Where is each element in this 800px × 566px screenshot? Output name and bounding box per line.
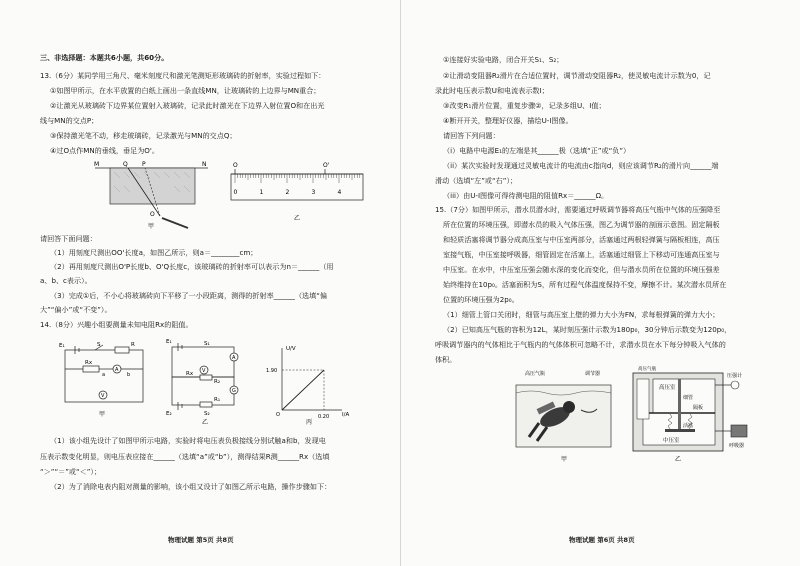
q13-step2a: ②让激光从玻璃砖下边界某位置射入玻璃砖，记录此时激光在下边界入射位置O和在出光 xyxy=(50,101,325,110)
ruler-ticks xyxy=(235,174,360,183)
graph-x-mark: 0.20 xyxy=(318,414,330,420)
pressure-gauge xyxy=(731,381,739,389)
circuit-label-s: S xyxy=(97,342,101,348)
q14-prompt: 请回答下列问题： xyxy=(443,131,500,140)
thin-tube xyxy=(678,379,681,431)
q14-step1: ①连接好实验电路，闭合开关S₁、S₂； xyxy=(443,55,564,64)
ruler-numbers xyxy=(234,189,342,196)
q15-intro-6: 位置的环境压强为2p₀。 xyxy=(443,295,519,304)
reg-label-piston: 活塞 xyxy=(683,423,694,429)
diver-label-tank: 高压气瓶 xyxy=(525,371,546,377)
q13-sub3b: 大”“偏小”或“不变”）。 xyxy=(40,305,112,314)
q14-i: （i）电路中电源E₁的左端是其______极（选填“正”或“负”） xyxy=(443,146,631,155)
q15-intro-1: 所在位置的环境压强，即潜水员的吸入气体压强，图乙为调节器的剖面示意图。固定隔板 xyxy=(443,220,720,229)
right-footer: 物理试题 第6页 共8页 xyxy=(569,536,635,544)
circuit-yi-v: V xyxy=(202,368,206,374)
circuit-label-e1: E₁ xyxy=(59,343,65,349)
q15-sub2-0: （2）已知高压气瓶的容积为12L，某时刻压强计示数为180p₀，30分钟后示数变为120p₀， xyxy=(443,325,732,334)
q14-sub2: （2）为了消除电表内阻对测量的影响，该小组又设计了如图乙所示电路，操作步骤如下： xyxy=(50,482,332,491)
laser-pen xyxy=(162,218,188,228)
label-q: Q xyxy=(123,161,128,168)
q15-figure-jia xyxy=(511,365,621,465)
circuit-yi-e2: E₂ xyxy=(166,411,172,417)
q13-step4: ④过O点作MN的垂线，垂足为O'。 xyxy=(50,146,159,155)
q14-iii: （iii）由U-I图像可得待测电阻的阻值Rx＝______Ω。 xyxy=(443,191,609,200)
graph-origin: O xyxy=(276,412,280,418)
right-page xyxy=(400,0,800,566)
q15-intro-0: 15.（7分）如图甲所示，潜水员潜水时，需要通过呼吸调节器将高压气瓶中气体的压强降至 xyxy=(435,205,721,214)
q13-sub1: （1）用刻度尺测出OO'长度a，如图乙所示，则a＝________cm； xyxy=(50,248,258,257)
q13-step1: ①如图甲所示，在水平放置的白纸上画出一条直线MN，让玻璃砖的上边界与MN重合； xyxy=(50,86,321,95)
left-footer: 物理试题 第5页 共8页 xyxy=(168,536,234,544)
ruler-number: 3 xyxy=(311,189,316,196)
circuit-label-rx: Rx xyxy=(85,360,93,366)
circuit-yi-e1: E₁ xyxy=(166,339,172,345)
q15-sub2-1: 呼吸调节器内的气体相比于气瓶内的气体体积可忽略不计，求潜水员在水下每分钟吸入气体的 xyxy=(435,340,726,349)
ruler-label-o: O xyxy=(233,162,238,169)
diver-head xyxy=(563,401,575,413)
q15-intro-4: 中压室。在水中，中压室压强会随水深的变化而变化，但与潜水员所在位置的环境压强差 xyxy=(443,265,720,274)
piston xyxy=(665,429,695,432)
gas-tank-inset xyxy=(637,379,649,419)
ruler-number: 0 xyxy=(233,189,238,196)
circuit-label-a: a xyxy=(102,372,106,378)
q13-figure-jia xyxy=(90,158,230,230)
q14-step4: ④断开开关，整理好仪器，描绘U-I图像。 xyxy=(443,116,573,125)
q13-figure-yi xyxy=(228,160,378,232)
q15-caption-yi: 乙 xyxy=(675,456,682,463)
reg-label-hp: 高压室 xyxy=(659,385,676,391)
q14-step2b: 录此时电压表示数U和电流表示数I； xyxy=(435,86,549,95)
q15-figure-yi xyxy=(623,365,763,465)
q15-intro-2: 和轻质活塞将调节器分成高压室与中压室两部分，活塞通过两根轻弹簧与隔板相连，高压 xyxy=(443,235,720,244)
reg-label-mp: 中压室 xyxy=(663,438,680,444)
ruler-number: 1 xyxy=(259,189,264,196)
circuit-yi-s1: S₁ xyxy=(204,341,210,347)
circuit-yi-r2: R₂ xyxy=(214,379,221,385)
circuit-caption-jia: 甲 xyxy=(99,411,106,418)
circuit-yi-rx: Rx xyxy=(186,371,194,377)
ruler-label-oprime: O' xyxy=(323,162,330,169)
diver-label-regulator: 调节器 xyxy=(585,371,601,377)
q13-sub2a: （2）再用刻度尺测出O'P长度b、O'Q长度c，该玻璃砖的折射率可以表示为n＝______（用 xyxy=(50,262,334,271)
q14-step3: ③改变R₁滑片位置，重复步骤②，记录多组U、I值； xyxy=(443,101,606,110)
graph-ui-line xyxy=(282,370,324,410)
section-title: 三、非选择题：本题共6小题，共60分。 xyxy=(40,53,169,62)
circuit-caption-yi: 乙 xyxy=(202,419,209,425)
ruler-number: 2 xyxy=(285,189,290,196)
q15-intro-5: 始终维持在10p₀。活塞面积为S，所有过程气体温度保持不变，摩擦不计。某次潜水员所在 xyxy=(443,280,727,289)
q15-sub2-2: 体积。 xyxy=(435,355,457,364)
q14-sub1c: “＞”“＝”或“＜”）； xyxy=(40,467,102,476)
caption-jia: 甲 xyxy=(148,223,155,230)
label-o: O xyxy=(150,211,155,218)
graph-y-mark: 1.90 xyxy=(266,368,278,374)
q14-sub1b: 压表示数变化明显，则电压表应接在______（选填“a”或“b”），测得结果R测______Rx（选填 xyxy=(40,452,330,461)
circuit-label-b: b xyxy=(127,372,131,378)
caption-yi: 乙 xyxy=(294,215,301,222)
circuit-yi-a: A xyxy=(232,355,236,361)
ruler-number: 4 xyxy=(337,189,342,196)
label-m: M xyxy=(94,161,100,168)
graph-y-label: U/V xyxy=(286,346,296,352)
q14-ii-a: （ii）某次实验时发现通过灵敏电流计的电流由c指向d，则应该调节R₂的滑片向______端 xyxy=(443,161,719,170)
q13-step3: ③保持激光笔不动，移走玻璃砖，记录激光与MN的交点Q； xyxy=(50,131,237,140)
ruler-body xyxy=(231,174,363,200)
voltmeter-v: V xyxy=(101,393,105,399)
q14-circuit-jia xyxy=(55,340,155,420)
q14-step2a: ②让滑动变阻器R₂滑片在合适位置时，调节滑动变阻器R₂，使灵敏电流计示数为0，记 xyxy=(443,71,711,80)
glass-block xyxy=(110,168,195,204)
reg-label-breather: 呼吸器 xyxy=(729,443,745,449)
q15-intro-3: 室接气瓶，中压室接呼吸器，细管固定在活塞上，活塞通过细管上下移动可连通高压室与 xyxy=(443,250,720,259)
reg-label-tube: 细管 xyxy=(683,395,694,401)
reg-label-partition: 隔板 xyxy=(693,405,704,411)
circuit-yi-s2: S₂ xyxy=(204,411,210,417)
reg-label-gauge: 压强计 xyxy=(727,373,743,379)
q14-sub1a: （1）该小组先设计了如图甲所示电路，实验时将电压表负极接线分别试触a和b，发现电 xyxy=(50,436,326,445)
q14-graph-bing xyxy=(262,340,362,425)
ammeter-a: A xyxy=(115,367,119,373)
q13-intro: 13.（6分）某同学用三角尺、毫米刻度尺和激光笔测矩形玻璃砖的折射率，实验过程如下： xyxy=(40,71,326,80)
circuit-label-r: R xyxy=(131,342,135,348)
q13-step2b: 线与MN的交点P； xyxy=(40,116,99,125)
q15-sub1: （1）细管上管口关闭时，细管与高压室上壁的弹力大小为FN，求每根弹簧的弹力大小； xyxy=(443,310,720,319)
q13-sub2b: a、b、c表示）。 xyxy=(40,276,92,285)
q14-circuit-yi xyxy=(160,335,260,425)
q14-ii-b: 滑动（选填“左”或“右”）； xyxy=(435,176,518,185)
circuit-yi-g: G xyxy=(232,388,236,394)
reg-label-tank: 高压气瓶 xyxy=(638,367,656,372)
graph-x-label: I/A xyxy=(342,412,350,418)
q15-caption-jia: 甲 xyxy=(561,456,568,463)
q13-sub3a: （3）完成①后，不小心将玻璃砖向下平移了一小段距离，测得的折射率______（选填“偏 xyxy=(50,291,328,300)
q14-intro: 14.（8分）兴趣小组要测量未知电阻Rx的阻值。 xyxy=(40,320,193,329)
graph-caption-bing: 丙 xyxy=(306,419,313,425)
circuit-yi-r1: R₁ xyxy=(214,397,221,403)
q13-answer-prompt: 请回答下面问题： xyxy=(40,234,97,243)
breather xyxy=(731,425,747,437)
label-n: N xyxy=(202,161,207,168)
label-p: P xyxy=(142,161,146,168)
